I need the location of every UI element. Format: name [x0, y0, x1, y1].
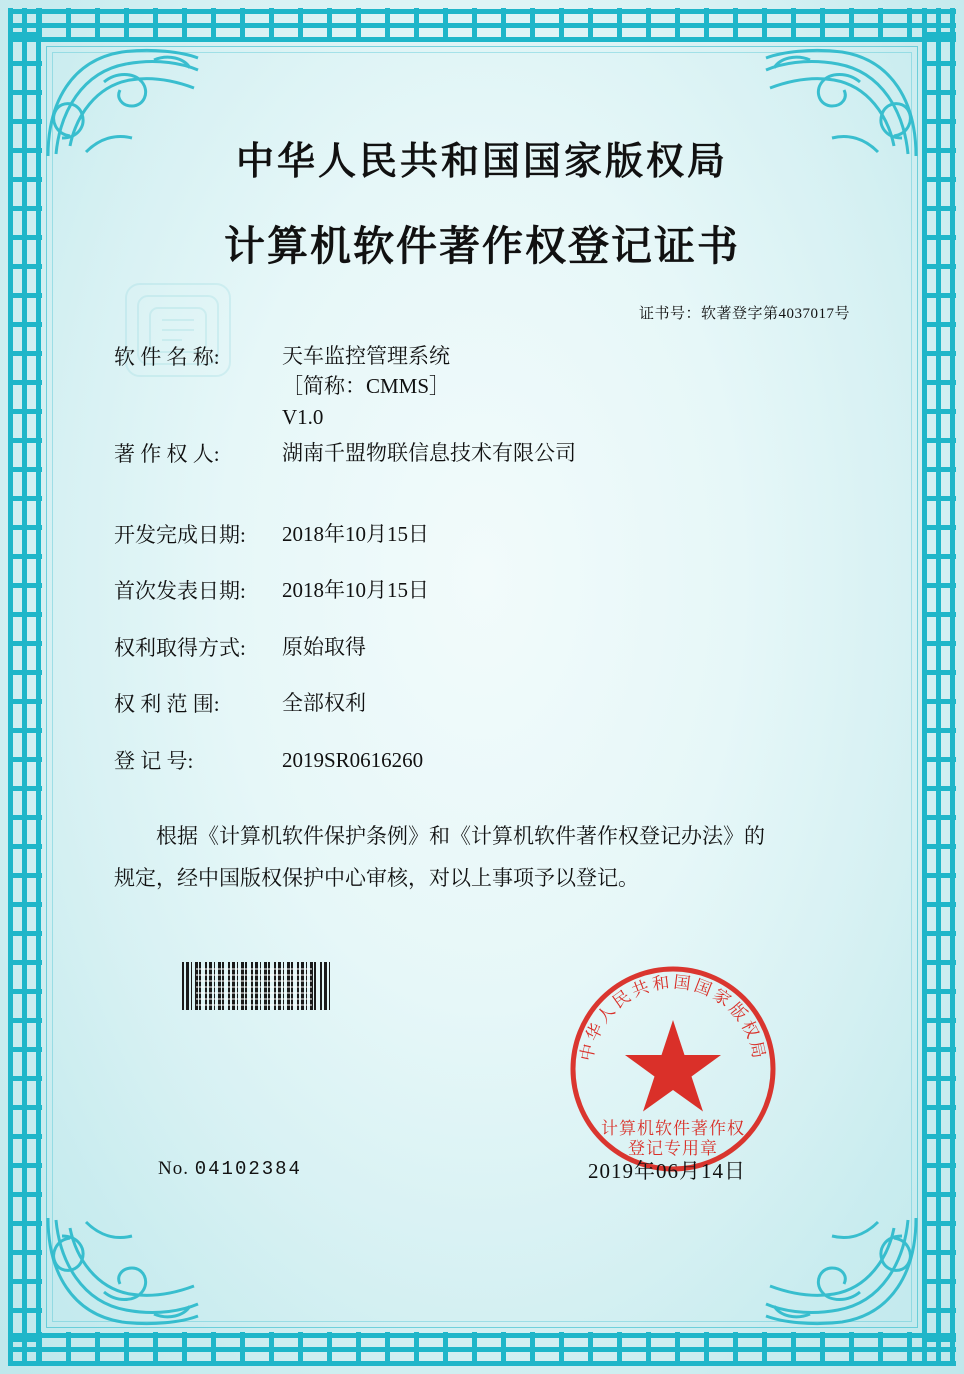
field-value: 2018年10月15日	[282, 521, 429, 546]
field-value: 原始取得	[282, 634, 366, 659]
certificate-number-value: 软著登字第4037017号	[700, 306, 850, 322]
field-value: 2018年10月15日	[282, 578, 429, 603]
statement-paragraph	[96, 815, 868, 899]
serial-number-value: 04102384	[194, 1158, 302, 1180]
field-label: 权利取得方式:	[114, 635, 246, 660]
certificate-content	[96, 130, 868, 899]
svg-text:计算机软件著作权: 计算机软件著作权	[601, 1119, 745, 1138]
field-value	[282, 341, 450, 432]
serial-number-label: No.	[158, 1158, 189, 1179]
statement-text-2: 规定，经中国版权保护中心审核，对以上事项予以登记。	[114, 865, 639, 890]
field-development-date	[114, 519, 868, 549]
barcode	[182, 962, 330, 1010]
field-acquisition-method	[114, 632, 868, 662]
field-label: 权 利 范 围:	[114, 692, 220, 717]
field-label: 开发完成日期:	[114, 522, 246, 547]
statement-line-1	[114, 815, 858, 857]
serial-number	[158, 1158, 302, 1180]
field-list	[96, 341, 868, 775]
svg-text:登记专用章: 登记专用章	[628, 1139, 718, 1158]
field-value: 全部权利	[282, 691, 366, 716]
field-first-publish-date	[114, 575, 868, 605]
field-label: 首次发表日期:	[114, 579, 246, 604]
svg-text:中华人民共和国国家版权局: 中华人民共和国国家版权局	[577, 972, 769, 1063]
software-name-line3: V1.0	[282, 404, 324, 429]
official-seal	[562, 958, 784, 1180]
field-label: 登 记 号:	[114, 748, 194, 773]
software-name-line1: 天车监控管理系统	[282, 344, 450, 368]
field-software-name	[114, 341, 868, 432]
field-value: 2019SR0616260	[282, 747, 424, 772]
software-name-line2: ［简称：CMMS］	[282, 374, 451, 399]
statement-line-2	[114, 857, 858, 899]
greek-key-border-top	[8, 8, 956, 42]
field-spacer	[114, 475, 868, 519]
page-title: 计算机软件著作权登记证书	[224, 223, 740, 269]
issuer-title: 中华人民共和国国家版权局	[235, 141, 728, 183]
statement-text-1: 根据《计算机软件保护条例》和《计算机软件著作权登记办法》的	[156, 823, 765, 848]
field-value: 湖南千盟物联信息技术有限公司	[282, 441, 576, 466]
corner-ornament-bottom-right	[762, 1212, 922, 1332]
greek-key-border-left	[8, 8, 42, 1366]
field-registration-number	[114, 745, 868, 775]
field-label: 软 件 名 称:	[114, 345, 220, 369]
field-rights-scope	[114, 688, 868, 718]
greek-key-border-bottom	[8, 1332, 956, 1366]
corner-ornament-bottom-left	[42, 1212, 202, 1332]
certificate-number-line	[96, 302, 868, 323]
certificate-number-label: 证书号：	[638, 306, 701, 322]
issue-date: 2019年06月14日	[588, 1159, 746, 1183]
field-label: 著 作 权 人:	[114, 442, 220, 467]
greek-key-border-right	[922, 8, 956, 1366]
field-copyright-owner	[114, 438, 868, 468]
